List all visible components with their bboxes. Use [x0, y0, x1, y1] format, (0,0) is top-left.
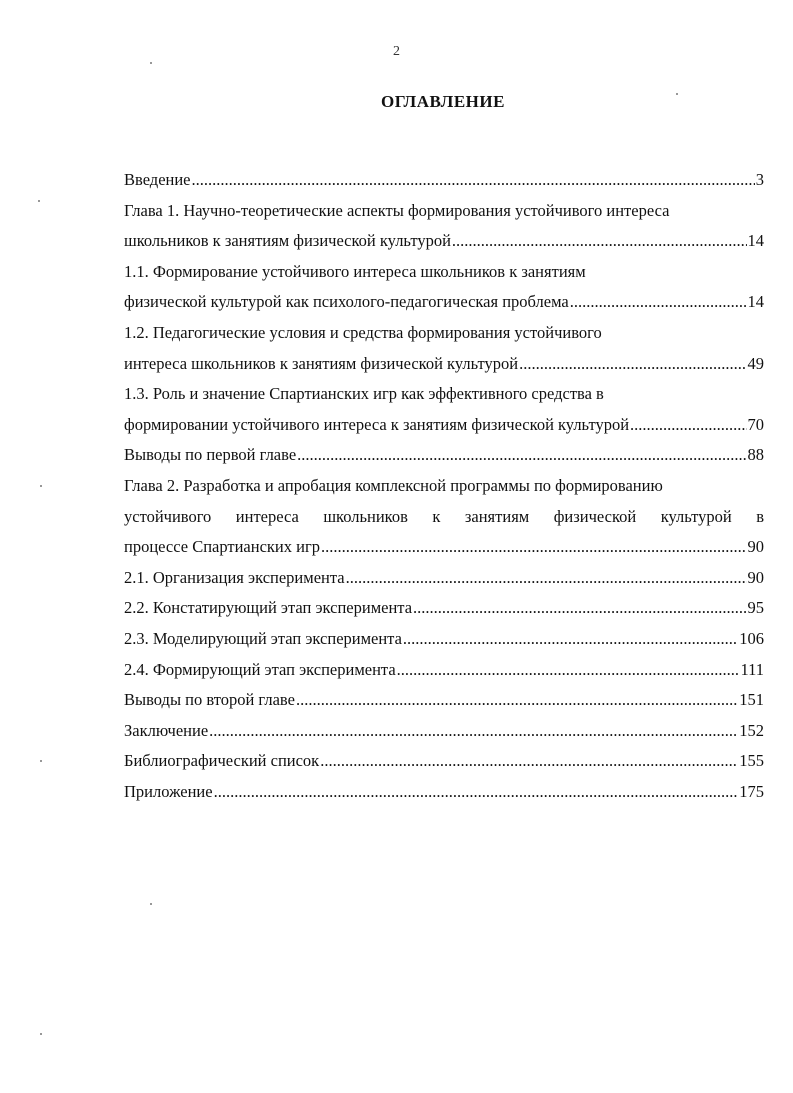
toc-entry — [124, 532, 764, 563]
toc-entry-title: школьников к занятиям физической культурой — [124, 231, 451, 251]
toc-entry-title: Заключение — [124, 720, 209, 740]
scan-speck — [150, 903, 152, 905]
page-number: 2 — [393, 44, 400, 59]
toc-entry — [124, 685, 764, 716]
toc-dot-leader — [570, 287, 747, 318]
toc-dot-leader — [192, 165, 755, 196]
toc-entry-title: Выводы по второй главе — [124, 690, 295, 710]
toc-entry-title: 2.1. Организация эксперимента — [124, 567, 345, 587]
toc-dot-leader — [403, 624, 738, 655]
toc-page-number: 14 — [747, 231, 764, 251]
toc-page-number: 151 — [739, 690, 764, 710]
toc-dot-leader — [630, 410, 746, 441]
toc-dot-leader — [346, 563, 747, 594]
scan-speck — [40, 760, 42, 762]
toc-entry-title: Приложение — [124, 781, 213, 801]
toc-dot-leader — [320, 746, 738, 777]
toc-entry — [124, 287, 764, 318]
scan-speck — [40, 485, 42, 487]
table-of-contents — [124, 165, 764, 807]
toc-heading-line: 1.1. Формирование устойчивого интереса школьников к занятиям — [124, 261, 586, 281]
toc-entry — [124, 716, 764, 747]
toc-dot-leader — [452, 226, 747, 257]
page-title: ОГЛАВЛЕНИЕ — [381, 92, 505, 111]
toc-page-number: 152 — [739, 720, 764, 740]
toc-entry-title: интереса школьников к занятиям физической культурой — [124, 353, 519, 373]
toc-page-number: 106 — [739, 628, 764, 648]
toc-page-number: 111 — [740, 659, 764, 679]
toc-entry-title: формировании устойчивого интереса к занятиям физической культурой — [124, 414, 630, 434]
toc-entry — [124, 226, 764, 257]
toc-dot-leader — [296, 685, 738, 716]
scan-speck — [40, 1033, 42, 1035]
toc-entry-title: 2.3. Моделирующий этап эксперимента — [124, 628, 402, 648]
toc-entry-title: Выводы по первой главе — [124, 445, 297, 465]
toc-dot-leader — [413, 593, 746, 624]
toc-entry-title: физической культурой как психолого-педагогическая проблема — [124, 292, 569, 312]
toc-entry-title: процессе Спартианских игр — [124, 537, 320, 557]
toc-entry — [124, 349, 764, 380]
scan-speck — [38, 200, 40, 202]
toc-entry-title: Введение — [124, 170, 191, 189]
toc-page-number: 90 — [747, 567, 764, 587]
toc-page-number: 70 — [747, 414, 764, 434]
toc-page-number: 95 — [747, 598, 764, 618]
toc-heading-line: устойчивого интереса школьников к занятиям физической культурой в — [124, 506, 764, 526]
toc-entry-title: Библиографический список — [124, 751, 320, 771]
scan-speck — [150, 62, 152, 64]
toc-dot-leader — [321, 532, 747, 563]
toc-heading-line: 1.2. Педагогические условия и средства формирования устойчивого — [124, 322, 602, 342]
toc-page-number: 49 — [747, 353, 764, 373]
toc-dot-leader — [214, 777, 739, 808]
toc-entry — [124, 165, 764, 196]
toc-page-number: 155 — [739, 751, 764, 771]
toc-heading-line: Глава 1. Научно-теоретические аспекты формирования устойчивого интереса — [124, 200, 670, 220]
toc-entry-title: 2.2. Констатирующий этап эксперимента — [124, 598, 413, 618]
toc-heading-line: 1.3. Роль и значение Спартианских игр как эффективного средства в — [124, 384, 604, 404]
toc-entry — [124, 440, 764, 471]
toc-dot-leader — [209, 716, 738, 747]
toc-heading-line: Глава 2. Разработка и апробация комплексной программы по формированию — [124, 475, 663, 495]
toc-page-number: 14 — [747, 292, 764, 312]
toc-entry — [124, 563, 764, 594]
toc-page-number: 90 — [747, 537, 764, 557]
toc-entry — [124, 593, 764, 624]
toc-entry — [124, 655, 764, 686]
toc-page-number: 175 — [739, 781, 764, 801]
toc-page-number: 88 — [747, 445, 764, 465]
toc-entry — [124, 410, 764, 441]
scan-speck — [676, 93, 678, 95]
toc-dot-leader — [397, 655, 740, 686]
toc-page-number: 3 — [755, 170, 764, 189]
toc-entry — [124, 746, 764, 777]
toc-entry — [124, 777, 764, 808]
toc-dot-leader — [519, 349, 746, 380]
toc-entry-title: 2.4. Формирующий этап эксперимента — [124, 659, 396, 679]
toc-entry — [124, 624, 764, 655]
toc-dot-leader — [297, 440, 746, 471]
